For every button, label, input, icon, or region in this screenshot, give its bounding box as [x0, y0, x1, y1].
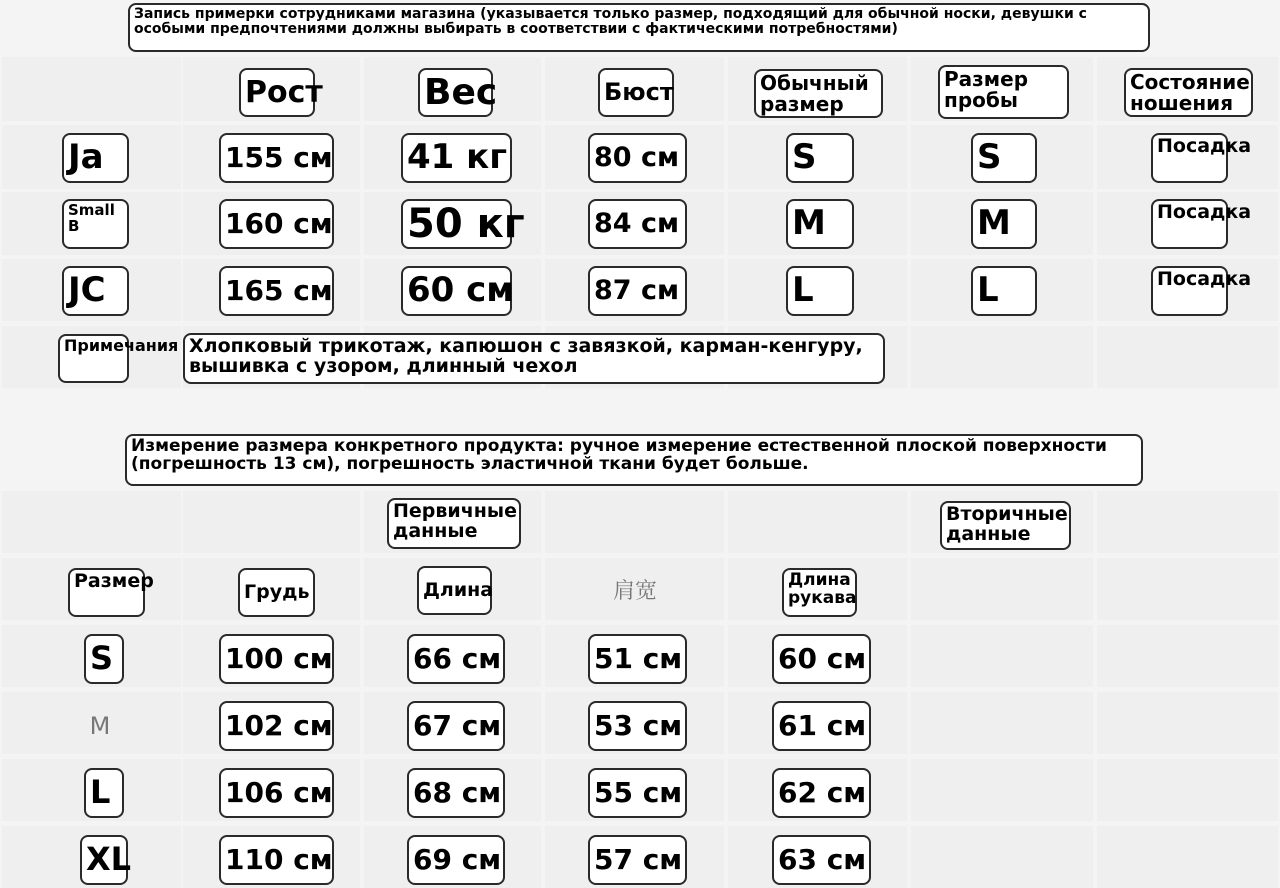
bust-value: 87 см — [588, 266, 687, 316]
wear-status: Посадка — [1151, 133, 1228, 183]
s1-header: Бюст — [598, 68, 674, 117]
s1-grid-cell — [2, 57, 181, 121]
height-value: 155 см — [219, 133, 334, 183]
s1-header: Рост — [239, 68, 315, 117]
chest-value: 106 см — [219, 768, 334, 818]
s2-grid-cell — [2, 491, 181, 553]
s1-header: Состояние ношения — [1124, 68, 1253, 117]
s1-note: Запись примерки сотрудниками магазина (указывается только размер, подходящий для обычной носки, девушки с особыми предпочтениями должны выбирать в соответствии с фактическими потребностями) — [128, 3, 1150, 52]
wear-status: Посадка — [1151, 266, 1228, 316]
s2-grid-cell — [545, 491, 724, 553]
remarks-label: Примечания — [58, 334, 129, 383]
size-name: L — [84, 768, 124, 818]
trial-size: M — [971, 199, 1037, 249]
usual-size: L — [786, 266, 854, 316]
shoulder-value: 51 см — [588, 634, 687, 684]
s2-size-header: Размер — [68, 568, 145, 617]
size-name: S — [84, 634, 124, 684]
weight-value: 50 кг — [401, 199, 512, 249]
s2-grid-cell — [1097, 692, 1278, 754]
shoulder-value: 55 см — [588, 768, 687, 818]
sleeve-value: 61 см — [772, 701, 871, 751]
chest-value: 102 см — [219, 701, 334, 751]
wear-status: Посадка — [1151, 199, 1228, 249]
s2-col-header: Длина — [417, 566, 492, 615]
shoulder-value: 57 см — [588, 835, 687, 885]
s2-col-header: 肩宽 — [612, 578, 657, 604]
length-value: 69 см — [407, 835, 505, 885]
sleeve-value: 60 см — [772, 634, 871, 684]
s2-grid-cell — [911, 759, 1093, 821]
s2-grid-cell — [1097, 826, 1278, 888]
shoulder-value: 53 см — [588, 701, 687, 751]
s2-col-header: Длина рукава — [782, 568, 857, 617]
remarks-text: Хлопковый трикотаж, капюшон с завязкой, карман-кенгуру, вышивка с узором, длинный чехол — [183, 333, 885, 384]
height-value: 165 см — [219, 266, 334, 316]
s2-grid-cell — [911, 558, 1093, 620]
s2-grid-cell — [183, 491, 360, 553]
s2-grid-cell — [1097, 759, 1278, 821]
size-name: M — [89, 712, 111, 740]
primary-data-label: Первичные данные — [387, 498, 521, 549]
weight-value: 41 кг — [401, 133, 512, 183]
s1-grid-cell — [1097, 326, 1278, 388]
usual-size: S — [786, 133, 854, 183]
sleeve-value: 63 см — [772, 835, 871, 885]
s1-header: Размер пробы — [938, 65, 1069, 119]
chest-value: 100 см — [219, 634, 334, 684]
s2-grid-cell — [728, 491, 907, 553]
bust-value: 80 см — [588, 133, 687, 183]
s2-col-header: Грудь — [238, 568, 315, 617]
trial-size: S — [971, 133, 1037, 183]
bust-value: 84 см — [588, 199, 687, 249]
usual-size: M — [786, 199, 854, 249]
size-name: XL — [80, 835, 128, 885]
s2-grid-cell — [911, 826, 1093, 888]
sleeve-value: 62 см — [772, 768, 871, 818]
length-value: 66 см — [407, 634, 505, 684]
s2-grid-cell — [1097, 625, 1278, 687]
s2-note: Измерение размера конкретного продукта: ручное измерение естественной плоской поверхности (погрешность 13 см), погрешность эластичной ткани будет больше. — [125, 434, 1143, 486]
s2-grid-cell — [1097, 558, 1278, 620]
s1-header: Вес — [418, 68, 493, 117]
row-name: JC — [62, 266, 129, 316]
length-value: 68 см — [407, 768, 505, 818]
s2-grid-cell — [911, 692, 1093, 754]
s2-grid-cell — [911, 625, 1093, 687]
s1-grid-cell — [911, 326, 1093, 388]
trial-size: L — [971, 266, 1037, 316]
length-value: 67 см — [407, 701, 505, 751]
s2-grid-cell — [1097, 491, 1278, 553]
row-name: Ja — [62, 133, 129, 183]
s1-header: Обычный размер — [754, 69, 883, 118]
secondary-data-label: Вторичные данные — [940, 501, 1071, 550]
row-name: Small B — [62, 199, 129, 249]
height-value: 160 см — [219, 199, 334, 249]
weight-value: 60 см — [401, 266, 512, 316]
chest-value: 110 см — [219, 835, 334, 885]
